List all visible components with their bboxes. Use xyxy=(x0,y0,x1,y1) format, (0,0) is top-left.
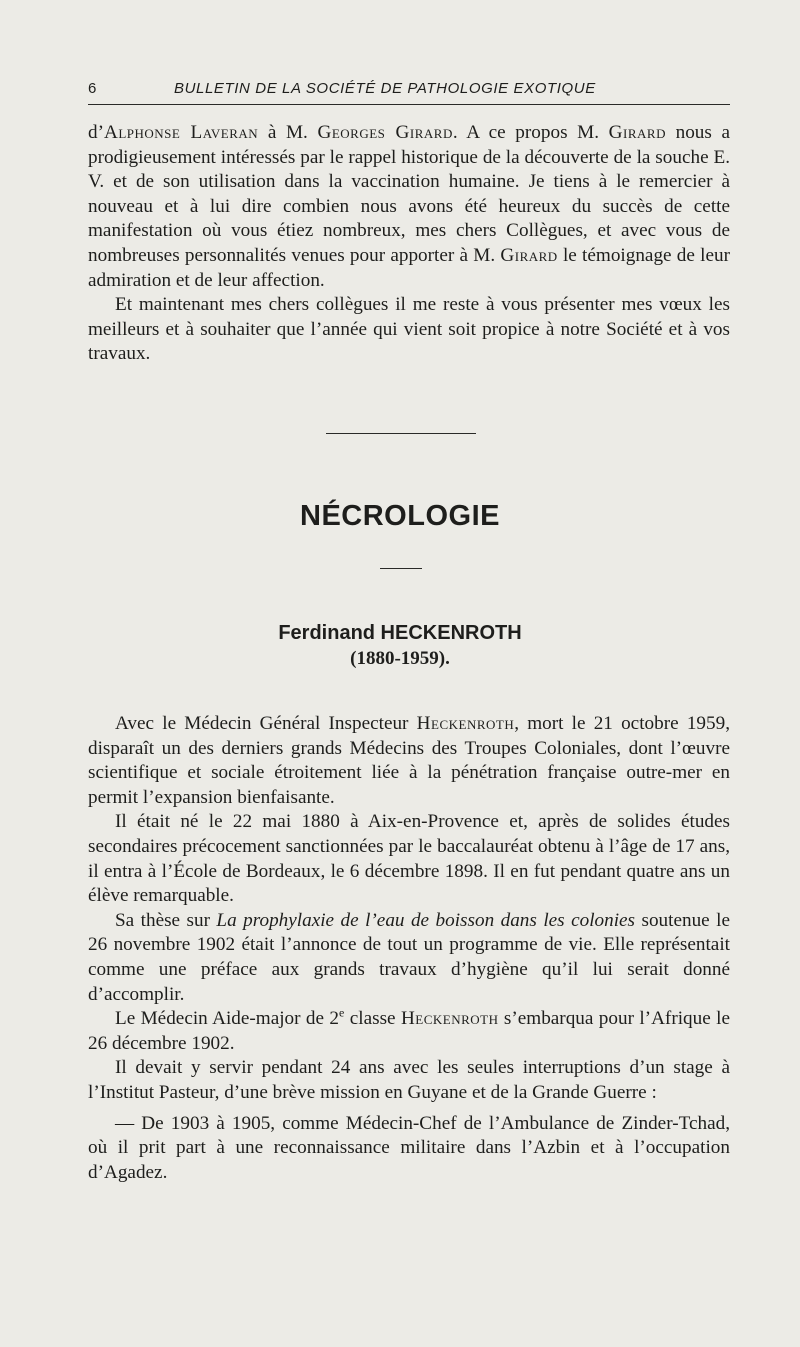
section-divider xyxy=(326,433,476,434)
page-number: 6 xyxy=(88,80,97,97)
person-name-girard-3: Girard xyxy=(500,244,558,266)
section-title: NÉCROLOGIE xyxy=(300,500,500,532)
running-header xyxy=(88,76,730,105)
person-name-laveran: Alphonse Laveran xyxy=(103,122,259,143)
intro-paragraph-2: Et maintenant mes chers collègues il me reste à vous présenter mes vœux les meilleurs et à souhaiter que l’année qui vient soit propice à notre Société et à vos travaux. xyxy=(88,294,730,365)
intro-paragraph-1: d’Alphonse Laveran à M. Georges Girard. A ce propos M. Girard nous a prodigieusement intéressés par le rappel historique de la découverte de la souche E. V. et de son utilisation dans la vaccination humaine. Je tiens à le remercier à nouveau et à lui dire combien nous avons été heureux du succès de cette manifestation où vous étiez nombreux, mes chers Collègues, et avec vous de nombreuses personnalités venues pour apporter à M. Girard le témoignage de leur admiration et de leur affection. xyxy=(88,122,731,291)
intro-text xyxy=(88,121,730,367)
section-title-rule xyxy=(380,568,422,569)
person-name-girard: Georges Girard xyxy=(317,122,453,143)
obituary-paragraph-1: Avec le Médecin Général Inspecteur Heckenroth, mort le 21 octobre 1959, disparaît un des derniers grands Médecins des Troupes Coloniales, dont l’œuvre scientifique et sociale étroitement liée à la pénétration française outre-mer en permit l’expansion bienfaisante. xyxy=(88,713,730,808)
person-name-girard-2: Girard xyxy=(608,122,666,143)
obituary-paragraph-6: — De 1903 à 1905, comme Médecin-Chef de l’Ambulance de Zinder-Tchad, où il prit part à une reconnaissance militaire dans l’Azbin et à l’occupation d’Agadez. xyxy=(88,1112,730,1183)
obituary-name: Ferdinand HECKENROTH xyxy=(278,622,522,644)
obituary-text xyxy=(88,712,730,1185)
person-name-heckenroth-2: Heckenroth xyxy=(400,1008,499,1030)
obituary-paragraph-2: Il était né le 22 mai 1880 à Aix-en-Provence et, après de solides études secondaires précocement sanctionnées par le baccalauréat obtenu à l’âge de 17 ans, il entra à l’École de Bordeaux, le 6 décembre 1898. Il en fut pendant quatre ans un élève remarquable. xyxy=(88,811,730,907)
obituary-paragraph-5: Il devait y servir pendant 24 ans avec les seules interruptions d’un stage à l’Institut Pasteur, d’une brève mission en Guyane et de la Grande Guerre : xyxy=(88,1057,730,1103)
obituary-paragraph-4: Le Médecin Aide-major de 2e classe Heckenroth s’embarqua pour l’Afrique le 26 décembre 1902. xyxy=(88,1005,730,1054)
person-name-heckenroth: Heckenroth xyxy=(416,713,515,734)
thesis-title: La prophylaxie de l’eau de boisson dans les colonies xyxy=(216,909,636,931)
obituary-paragraph-3: Sa thèse sur La prophylaxie de l’eau de boisson dans les colonies soutenue le 26 novembre 1902 était l’annonce de tout un programme de vie. Elle représentait comme une préface aux grands travaux d’hygiène qu’il lui serait donné d’accomplir. xyxy=(88,909,730,1005)
obituary-dates: (1880-1959). xyxy=(350,648,450,669)
journal-title: BULLETIN DE LA SOCIÉTÉ DE PATHOLOGIE EXOTIQUE xyxy=(174,80,596,97)
